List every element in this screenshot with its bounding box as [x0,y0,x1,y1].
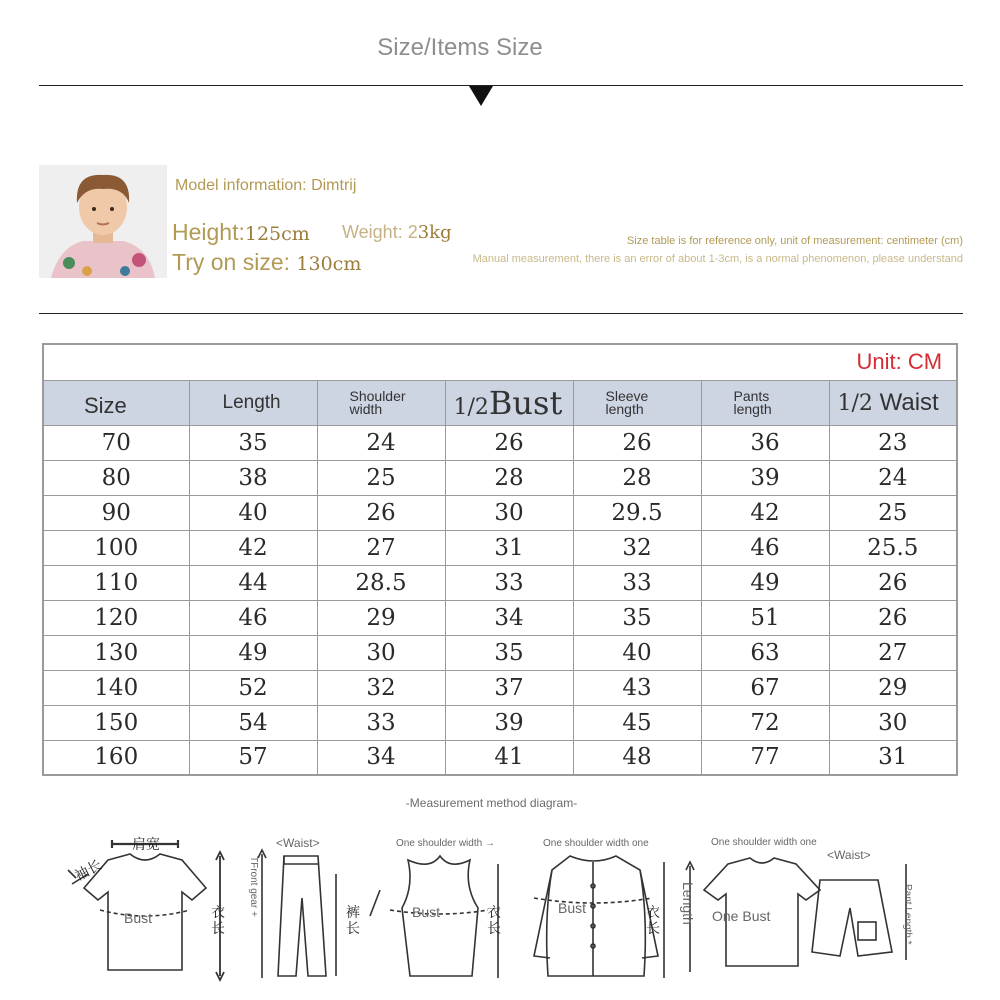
table-cell: 36 [701,425,829,460]
vest-bust-label: Bust [412,904,441,920]
table-cell: 26 [829,600,957,635]
table-cell: 26 [829,565,957,600]
table-cell: 48 [573,740,701,775]
table-cell: 72 [701,705,829,740]
table-cell: 80 [43,460,189,495]
down-triangle-icon [469,86,493,106]
measurement-note: Manual measurement, there is an error of about 1-3cm, is a normal phenomenon, please understand [472,253,963,265]
header-sleeve-line1: Sleeve [605,387,649,404]
set-shoulder-label: One shoulder width one [711,837,817,848]
table-cell: 24 [317,425,445,460]
table-cell: 34 [445,600,573,635]
tshirt-shoulder-label: 肩宽 [132,836,160,852]
table-cell: 39 [701,460,829,495]
table-cell: 35 [445,635,573,670]
table-cell: 49 [189,635,317,670]
table-row [43,740,957,775]
table-cell: 77 [701,740,829,775]
tshirt-length-label-2: 长 [211,920,225,936]
model-weight [342,222,452,243]
table-cell: 25 [317,460,445,495]
table-cell: 33 [573,565,701,600]
table-cell: 46 [189,600,317,635]
table-row [43,530,957,565]
jacket-length-label-2: 长 [646,920,660,936]
jacket-shoulder-label: One shoulder width one [543,838,649,849]
pants-length-label-1: 裤 [346,904,360,920]
tshirt-bust-label: Bust [124,910,153,926]
set-shorts-outline [812,880,892,956]
middle-divider [39,313,963,314]
header-pants-length [701,380,829,425]
model-photo [39,165,167,278]
table-cell: 45 [573,705,701,740]
header-row [43,380,957,425]
header-sleeve-length [573,380,701,425]
weight-label: Weight: 2 [342,222,418,242]
table-cell: 43 [573,670,701,705]
table-cell: 31 [445,530,573,565]
table-cell: 31 [829,740,957,775]
table-row [43,705,957,740]
vest-shoulder-label: One shoulder width → [396,838,495,849]
table-cell: 27 [317,530,445,565]
height-value: 125cm [244,223,310,245]
header-pants-line1: Pants [733,387,770,404]
table-cell: 42 [701,495,829,530]
header-length: Length [189,380,317,425]
reference-note: Size table is for reference only, unit of measurement: centimeter (cm) [626,235,963,247]
header-waist-prefix: 1/2 [837,390,873,416]
header-half-bust [445,380,573,425]
table-cell: 40 [189,495,317,530]
header-shoulder-line1: Shoulder [349,387,406,404]
header-shoulder-width [317,380,445,425]
weight-value: 3kg [417,222,452,243]
table-row [43,600,957,635]
set-pant-length-label: Pant Length * [902,884,913,945]
height-label: Height: [172,219,245,245]
table-cell: 30 [317,635,445,670]
set-waist-label: <Waist> [827,848,871,862]
table-cell: 140 [43,670,189,705]
tshirt-sleeve-label: 袖长 [71,856,105,884]
table-cell: 33 [317,705,445,740]
table-cell: 27 [829,635,957,670]
table-cell: 26 [317,495,445,530]
table-cell: 34 [317,740,445,775]
pants-front-gear-label: TFront gear + [248,856,259,917]
table-cell: 26 [445,425,573,460]
table-cell: 26 [573,425,701,460]
table-cell: 90 [43,495,189,530]
table-cell: 28 [573,460,701,495]
table-cell: 32 [317,670,445,705]
header-pants-line2: length [733,400,772,417]
table-cell: 63 [701,635,829,670]
table-cell: 28 [445,460,573,495]
table-row [43,495,957,530]
table-cell: 29 [317,600,445,635]
model-tryon [172,249,361,276]
header-waist-label: Waist [879,388,939,416]
pants-length-label-2: 长 [346,920,360,936]
table-cell: 42 [189,530,317,565]
table-cell: 46 [701,530,829,565]
table-cell: 40 [573,635,701,670]
jacket-outline [547,856,646,976]
header-shoulder-line2: width [349,400,383,417]
tryon-label: Try on size: [172,249,291,275]
table-row [43,670,957,705]
header-size: Size [43,380,189,425]
top-divider [39,85,963,86]
header-sleeve-line2: length [605,400,644,417]
table-cell: 29.5 [573,495,701,530]
vest-length-label-1: 衣 [487,904,501,920]
table-cell: 30 [445,495,573,530]
table-cell: 54 [189,705,317,740]
table-cell: 39 [445,705,573,740]
model-height [172,219,310,246]
table-cell: 23 [829,425,957,460]
model-info: Model information: Dimtrij [175,177,357,194]
table-cell: 70 [43,425,189,460]
table-cell: 35 [573,600,701,635]
table-cell: 28.5 [317,565,445,600]
jacket-bust-label: Bust [558,900,587,916]
pants-waist-label: <Waist> [276,836,320,850]
table-cell: 130 [43,635,189,670]
header-bust-label: Bust [488,383,563,422]
vest-length-label-2: 长 [487,920,501,936]
header-bust-prefix: 1/2 [453,394,489,420]
tryon-value: 130cm [296,253,362,275]
table-cell: 35 [189,425,317,460]
set-bust-label: One Bust [712,908,771,924]
table-cell: 37 [445,670,573,705]
tshirt-length-label-1: 衣 [211,904,225,920]
size-table [42,343,958,776]
table-cell: 67 [701,670,829,705]
table-cell: 44 [189,565,317,600]
diagram-title: -Measurement method diagram- [405,796,578,810]
table-row [43,635,957,670]
page-title: Size/Items Size [377,34,543,61]
table-cell: 41 [445,740,573,775]
table-cell: 110 [43,565,189,600]
table-row [43,460,957,495]
jacket-length-label-1: 衣 [646,904,660,920]
set-length-label: Length [680,882,696,925]
table-cell: 29 [829,670,957,705]
table-cell: 52 [189,670,317,705]
table-cell: 160 [43,740,189,775]
table-body [43,425,957,775]
table-cell: 51 [701,600,829,635]
table-cell: 38 [189,460,317,495]
table-cell: 120 [43,600,189,635]
table-row [43,565,957,600]
table-cell: 25 [829,495,957,530]
pants-outline [278,856,326,976]
table-cell: 30 [829,705,957,740]
unit-row [43,344,957,380]
table-row [43,425,957,460]
table-cell: 33 [445,565,573,600]
table-cell: 150 [43,705,189,740]
unit-label: Unit: CM [43,344,957,380]
measurement-diagrams [50,826,930,986]
table-cell: 32 [573,530,701,565]
table-cell: 49 [701,565,829,600]
table-cell: 100 [43,530,189,565]
header-half-waist [829,380,957,425]
table-cell: 57 [189,740,317,775]
table-cell: 25.5 [829,530,957,565]
table-cell: 24 [829,460,957,495]
